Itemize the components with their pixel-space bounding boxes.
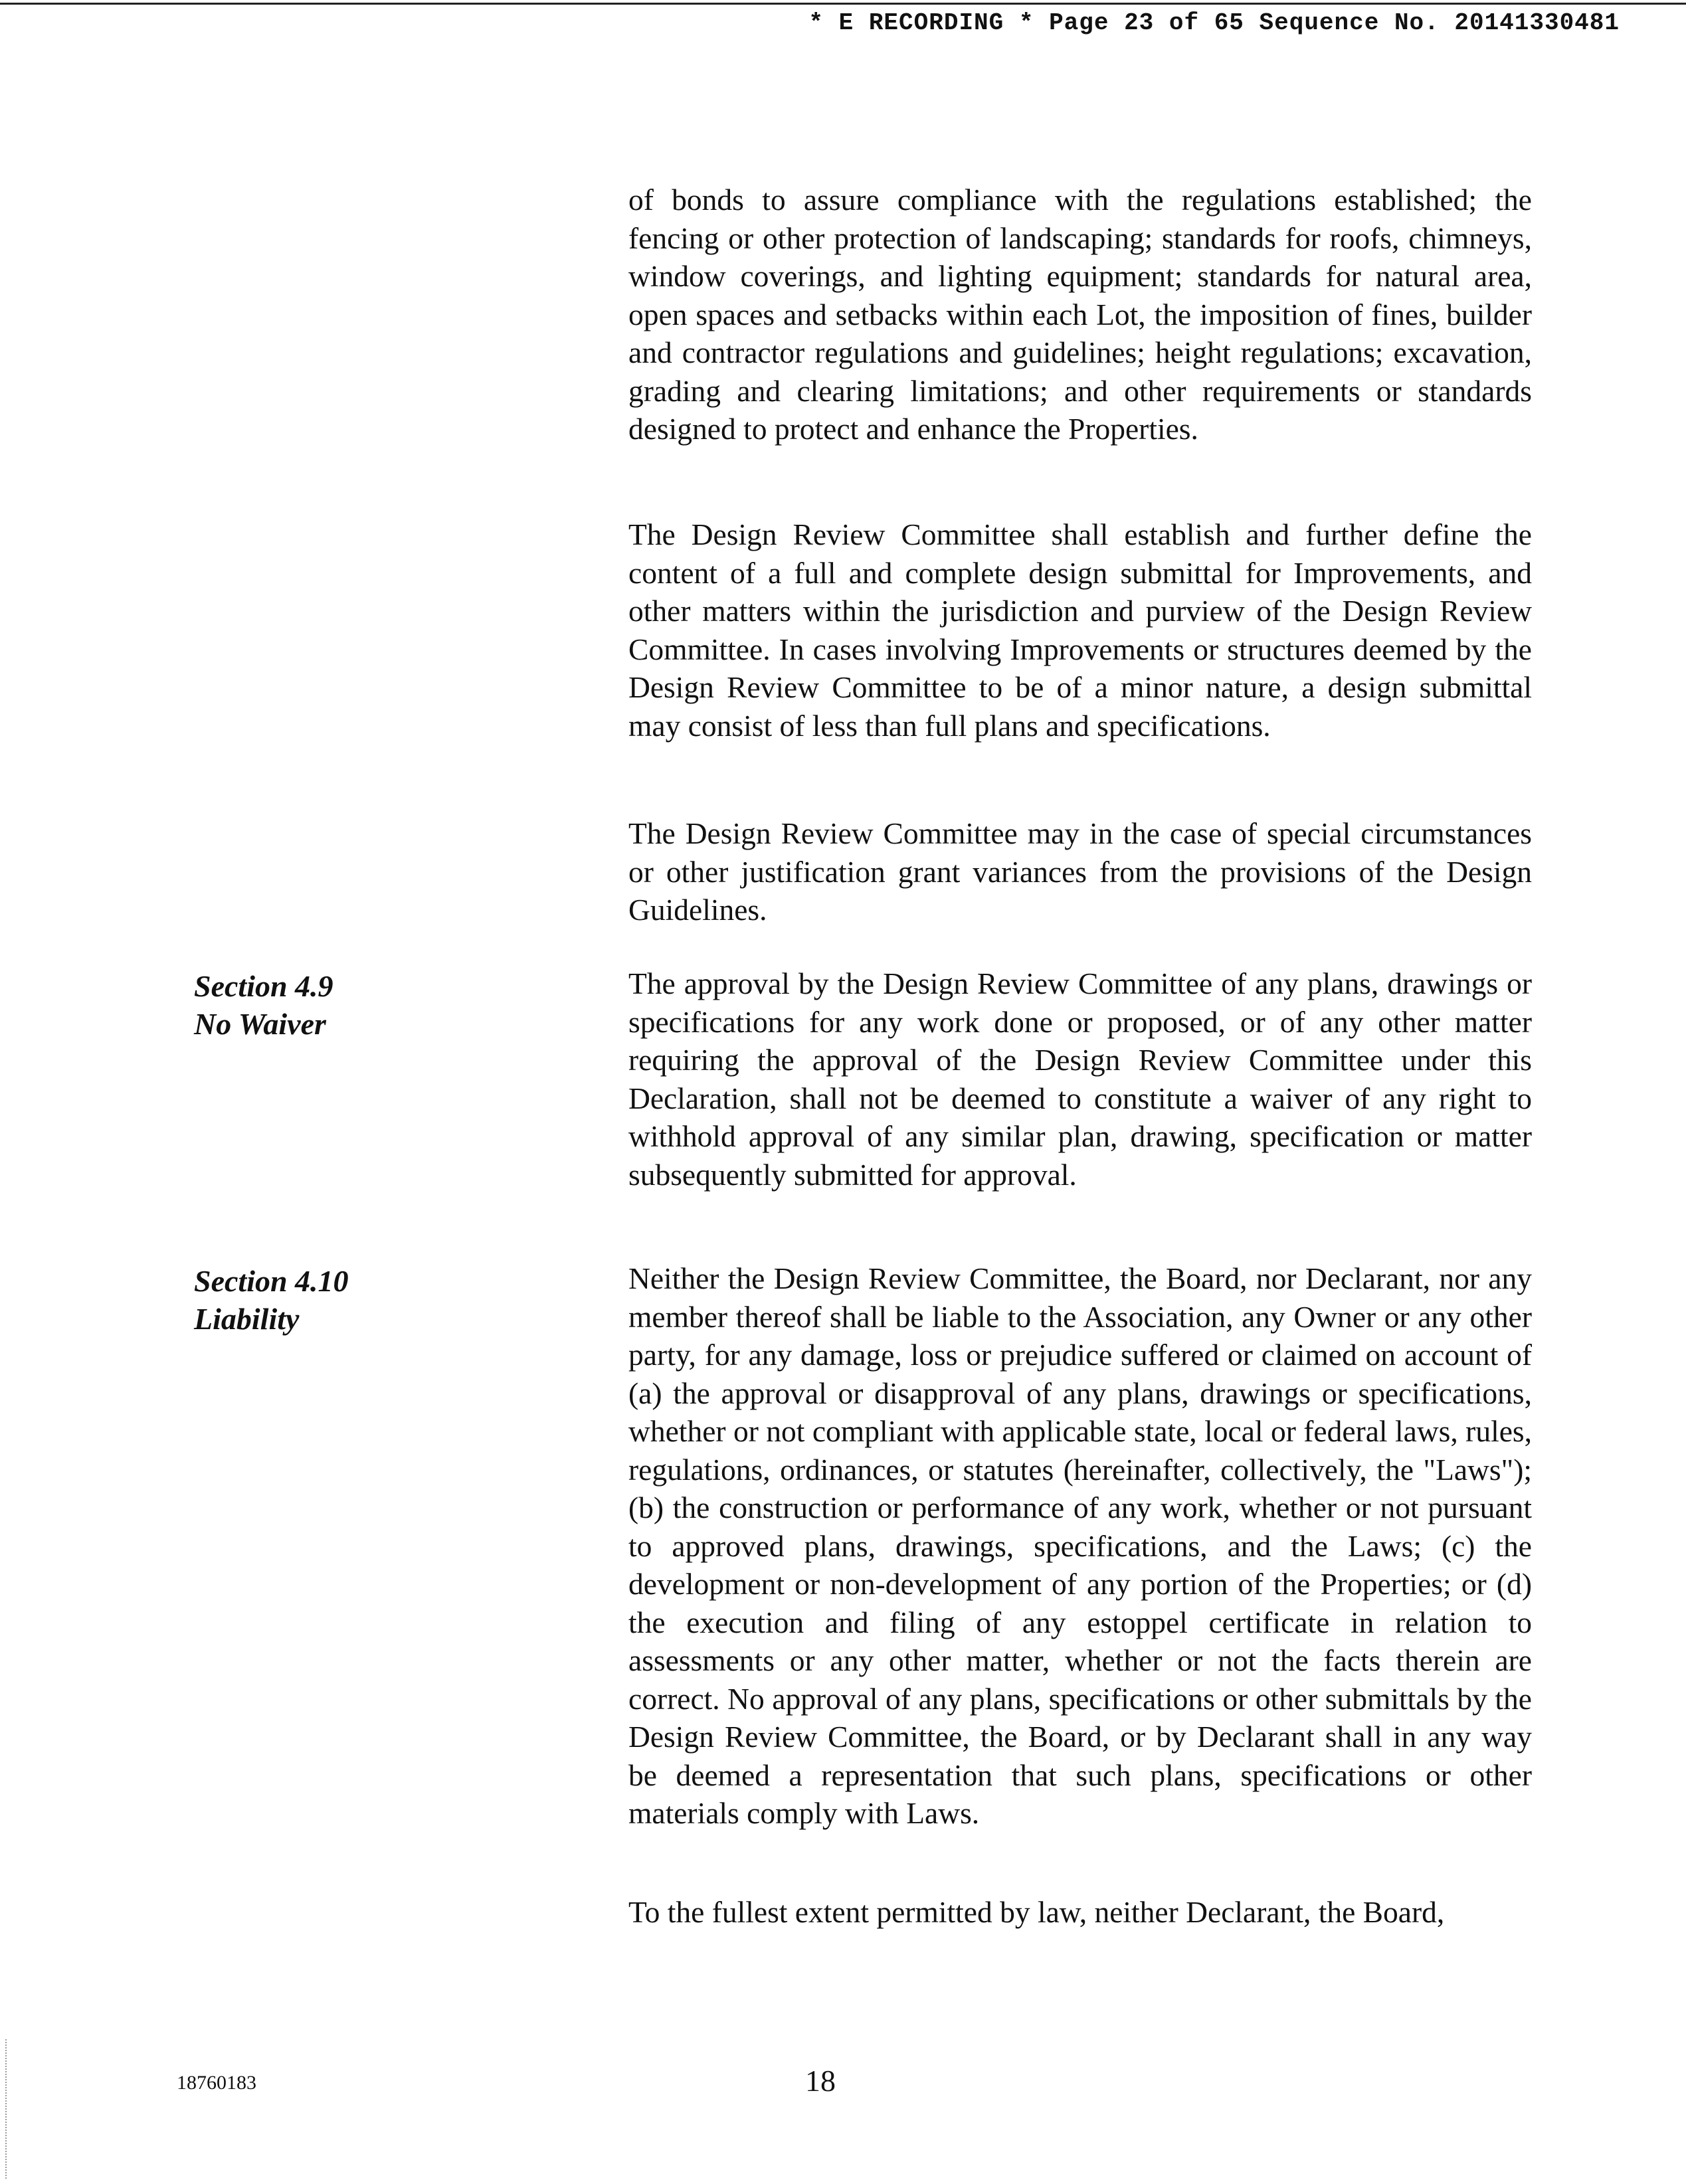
top-rule xyxy=(0,3,1686,5)
paragraph-fullest-extent: To the fullest extent permitted by law, neither Declarant, the Board, xyxy=(628,1895,1445,1929)
paragraph-design-submittal: The Design Review Committee shall establish and further define the content of a full and complete design submittal for Improvements, and other matters within the jurisdiction and purview of the Design Review Committee. In cases involving Improvements or structures deemed by the Design Review Committee to be of a minor nature, a design submittal may consist of less than full plans and specifications. xyxy=(628,517,1532,743)
section-label: Section 4.9 xyxy=(194,969,333,1003)
paragraph-liability: Neither the Design Review Committee, the Board, nor Declarant, nor any member thereof shall be liable to the Association, any Owner or any other party, for any damage, loss or prejudice suffered or claimed on account of (a) the approval or disapproval of any plans, drawings or specifications, whether or not compliant with applicable state, local or federal laws, rules, regulations, ordinances, or statutes (hereinafter, collectively, the "Laws"); (b) the construction or performance of any work, whether or not pursuant to approved plans, drawings, specifications, and the Laws; (c) the development or non-development of any portion of the Properties; or (d) the execution and filing of any estoppel certificate in relation to assessments or any other matter, whether or not the facts therein are correct. No approval of any plans, specifications or other submittals by the Design Review Committee, the Board, or by Declarant shall in any way be deemed a representation that such plans, specifications or other materials comply with Laws. xyxy=(628,1261,1532,1830)
paragraph-variances: The Design Review Committee may in the case of special circumstances or other justification grant variances from the provisions of the Design Guidelines. xyxy=(628,816,1532,927)
paragraph-continuation: of bonds to assure compliance with the regulations established; the fencing or other protection of landscaping; standards for roofs, chimneys, window coverings, and lighting equipment; standards for natural area, open spaces and setbacks within each Lot, the imposition of fines, builder and contractor regulations and guidelines; height regulations; excavation, grading and clearing limitations; and other requirements or standards designed to protect and enhance the Properties. xyxy=(628,183,1532,446)
section-title: Liability xyxy=(194,1302,300,1336)
recording-stamp: * E RECORDING * Page 23 of 65 Sequence No. 20141330481 xyxy=(808,9,1620,37)
scan-margin-artifact xyxy=(5,2039,8,2179)
section-title: No Waiver xyxy=(194,1007,326,1041)
document-number: 18760183 xyxy=(177,2072,256,2094)
page-number: 18 xyxy=(805,2064,836,2098)
section-heading-4-10 xyxy=(194,1262,349,1338)
paragraph-no-waiver: The approval by the Design Review Committee of any plans, drawings or specifications for any work done or proposed, or of any other matter requiring the approval of the Design Review Committee under this Declaration, shall not be deemed to constitute a waiver of any right to withhold approval of any similar plan, drawing, specification or matter subsequently submitted for approval. xyxy=(628,966,1532,1192)
section-label: Section 4.10 xyxy=(194,1264,349,1298)
section-heading-4-9 xyxy=(194,967,333,1043)
